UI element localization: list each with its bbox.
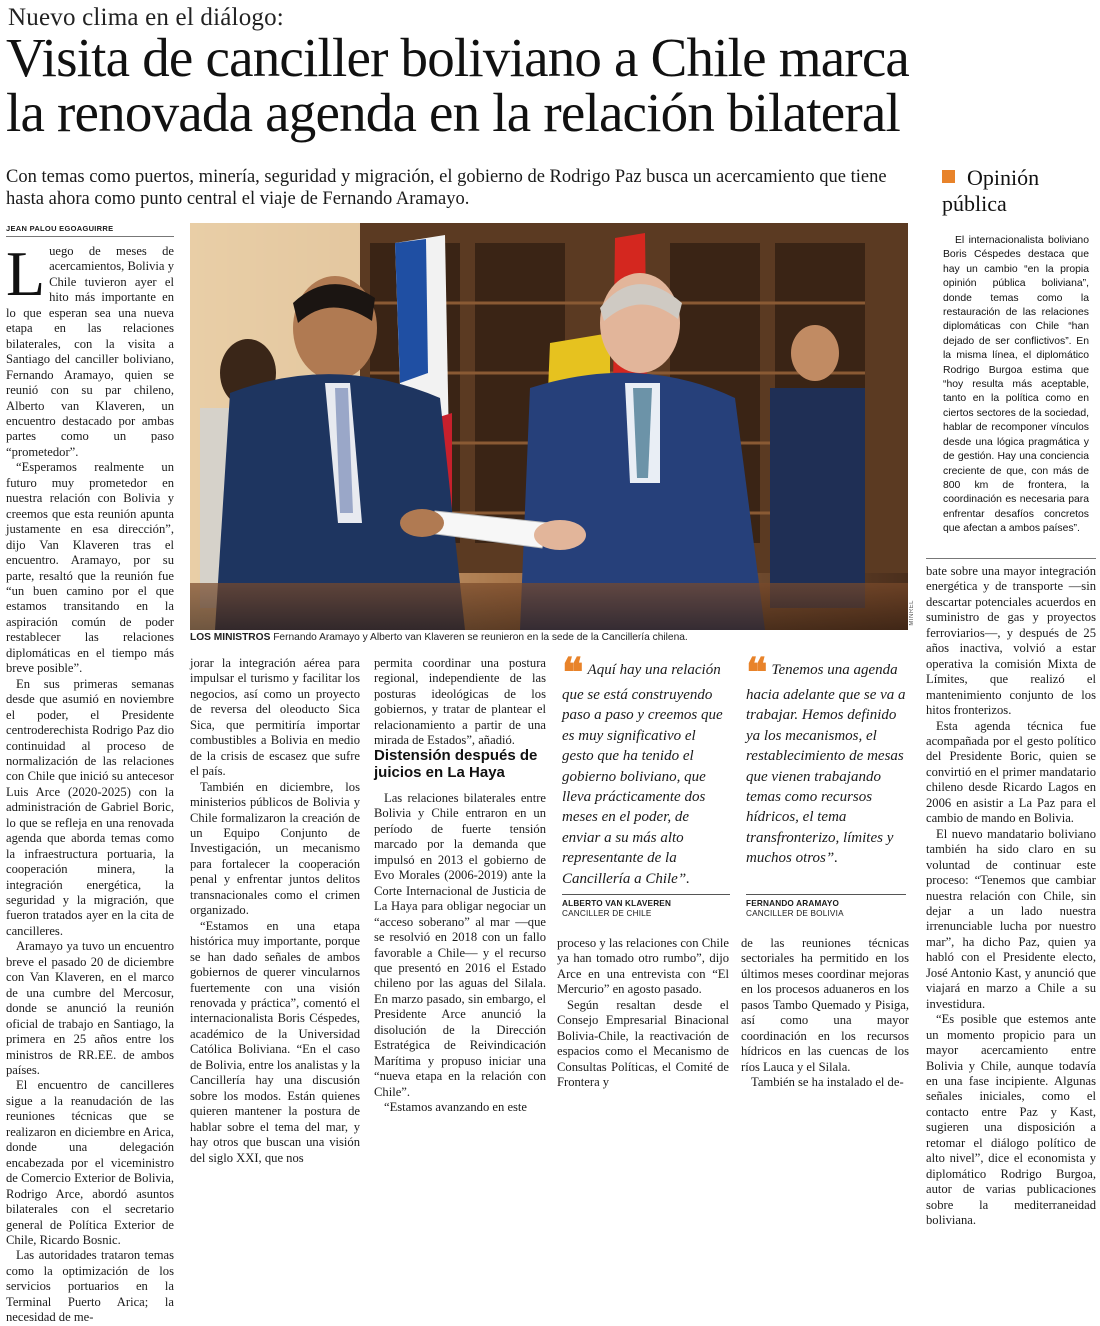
- photo-credit: MINREL: [909, 600, 915, 626]
- paragraph: Según resaltan desde el Consejo Empresarial Binacional Bolivia-Chile, la reactivación de espacios como el Mecanismo de Consultas Políticas, el Comité de Frontera y: [557, 997, 729, 1090]
- article-column-3-bottom: [374, 791, 546, 1115]
- headline-line-2: la renovada agenda en la relación bilateral: [6, 82, 900, 143]
- article-column-5: [741, 936, 909, 1090]
- caption-lead: LOS MINISTROS: [190, 632, 271, 643]
- paragraph: El internacionalista boliviano Boris Céspedes destaca que hay un cambio “en la propia opinión pública boliviana”, donde temas como la restauración de las relaciones diplomáticas con Chile “han dejado de ser conflictivos”. En la misma línea, el diplomático Rodrigo Burgoa estima que “hoy resulta más aceptable, tanto en la política como en ciertos sectores de la sociedad, hablar de recomponer vínculos desde una lógica pragmática y de gestión. Hay una conciencia creciente de que, con más de 800 km de frontera, la coordinación es necesaria para enfrentar desafíos concretos que afectan a ambos países”.: [943, 235, 1089, 535]
- paragraph: “Esperamos realmente un futuro muy prometedor en nuestra relación con Bolivia y creemos que esta reunión apunta justamente en esa dirección”, dijo Van Klaveren tras el encuentro. Aramayo, por su parte, resaltó que la reunión fue “un buen camino por el que estamos transitando en la aspiración común de poder restablecer las relaciones diplomáticas en el tiempo más breve posible”.: [6, 460, 174, 676]
- drop-cap: L: [6, 238, 46, 309]
- deck: Con temas como puertos, minería, seguridad y migración, el gobierno de Rodrigo Paz busca un acercamiento que tiene hasta ahora como punto central el viaje de Fernando Aramayo.: [6, 167, 887, 209]
- opinion-title-line-2: pública: [942, 191, 1007, 216]
- quote-attribution-1: [562, 899, 730, 919]
- paragraph: jorar la integración aérea para impulsar el turismo y facilitar los negocios, así como un proyecto de reversa del oleoducto Sica Sica, que permitiría importar combustibles a Bolivia en medio de la crisis de escasez que sufre el país.: [190, 656, 360, 779]
- paragraph: de las reuniones técnicas sectoriales ha permitido en los últimos meses coordinar mejoras en los procesos aduaneros en los pasos Tambo Quemado y Pisiga, así como una mayor coordinación en los recursos hídricos en las cuencas de los ríos Lauca y el Silala.: [741, 936, 909, 1074]
- photo-illustration: [190, 223, 908, 630]
- paragraph: Esta agenda técnica fue acompañada por el gesto político del Presidente Boric, quien se convirtió en el primer mandatario chileno desde Ricardo Lagos en 2006 en asistir a La Paz para el cambio de mando en Bolivia.: [926, 718, 1096, 826]
- paragraph: “Es posible que estemos ante un momento propicio para un mayor acercamiento entre Bolivia y Chile, aunque todavía en una fase incipiente. Algunas señales iniciales, como el contacto entre Paz y Kast, sugieren una disposición a retomar el diálogo político de alto nivel”, dice el economista y diplomático Rodrigo Burgoa, autor de varias publicaciones sobre la mediterraneidad boliviana.: [926, 1012, 1096, 1228]
- quote-mark-icon: ❝: [562, 649, 584, 696]
- paragraph: proceso y las relaciones con Chile ya han tomado otro rumbo”, dijo Arce en una entrevista con “El Mercurio” en agosto pasado.: [557, 936, 729, 997]
- paragraph: También en diciembre, los ministerios públicos de Bolivia y Chile formalizaron la creación de un Equipo Conjunto de Investigación, un mecanismo para fortalecer la cooperación penal y enfrentar juntos delitos transnacionales como el crimen organizado.: [190, 779, 360, 918]
- paragraph: Las autoridades trataron temas como la optimización de los servicios portuarios en la Terminal Puerto Arica; la necesidad de me-: [6, 1248, 174, 1325]
- paragraph: Luego de meses de acercamientos, Bolivia y Chile tuvieron ayer el hito más importante en lo que esperan sea una nueva etapa en las relaciones bilaterales, con la visita a Santiago del canciller boliviano, Fernando Aramayo, quien se reunió con su par chileno, Alberto van Klaveren, un encuentro destacado por ambas partes como un paso “prometedor”.: [6, 238, 174, 459]
- opinion-divider: [926, 558, 1096, 559]
- quote-role: CANCILLER DE CHILE: [562, 909, 652, 918]
- article-column-6: [926, 564, 1096, 1228]
- paragraph: El nuevo mandatario boliviano también ha sido claro en su voluntad de continuar este proceso: “Tenemos que cambiar nuestra relación con Chile, sin dejar a un lado nuestra irrenunciable lucha por nuestro mar”, ha dicho Paz, quien ya habló con el Presidente electo, José Antonio Kast, y anunció que viajará en marzo a Chile a su investidura.: [926, 826, 1096, 1011]
- paragraph: “Estamos avanzando en este: [384, 1100, 528, 1115]
- square-bullet-icon: [942, 170, 955, 183]
- opinion-title: [942, 165, 1039, 217]
- headline: [6, 27, 1096, 143]
- paragraph: bate sobre una mayor integración energética y de transporte —sin descartar potenciales acuerdos en suministro de gas y proyectos ferroviarios—, y después de 25 años inactiva, volvió a estar operativa la comisión Mixta de Límites, que realizó el mantenimiento conjunto de los hitos fronterizos.: [926, 564, 1096, 718]
- paragraph: “Estamos en una etapa histórica muy importante, porque se han dado señales de ambos gobiernos de querer vincularnos fuertemente con una visión renovada y práctica”, comentó el internacionalista Boris Céspedes, académico de la Universidad Católica Boliviana. “En el caso de Bolivia, entre los analistas y la Cancillería hay una discusión sobre los modos. Están quienes quieren mantener la postura de hablar sobre el tema del mar, y hay otros que buscan una visión del siglo XXI, que nos: [190, 918, 360, 1165]
- quote-role: CANCILLER DE BOLIVIA: [746, 909, 844, 918]
- article-column-1: [6, 238, 174, 1325]
- article-column-2: [190, 656, 360, 1165]
- headline-line-1: Visita de canciller boliviano a Chile marca: [6, 27, 910, 88]
- kicker: Nuevo clima en el diálogo:: [8, 4, 284, 31]
- paragraph: Las relaciones bilaterales entre Bolivia y Chile entraron en un período de fuerte tensión marcado por la demanda que impulsó en 2013 el gobierno de Evo Morales (2006-2019) ante la Corte Internacional de Justicia de La Haya para obligar negociar un “acceso soberano” al mar —que se resolvió en 2018 con un fallo favorable a Chile— y el recurso que presentó en 2016 el Estado chileno por las aguas del Silala. En marzo pasado, sin embargo, el Presidente Arce anunció la disolución de la Dirección Estratégica de Reivindicación Marítima y propuso iniciar una “nueva etapa en la relación con Chile”.: [374, 791, 546, 1099]
- quote-name: ALBERTO VAN KLAVEREN: [562, 899, 672, 908]
- pull-quote-1: [562, 649, 730, 889]
- photo-caption: [190, 631, 908, 644]
- paragraph: También se ha instalado el de-: [751, 1075, 904, 1090]
- quote-rule: [562, 894, 730, 895]
- paragraph: En sus primeras semanas desde que asumió en noviembre el poder, el Presidente centroderechista Rodrigo Paz dio continuidad al proceso de normalización de las relaciones con Chile que inició su antecesor Luis Arce (2020-2025) con la administración de Gabriel Boric, lo que se refleja en una renovada agenda que aborda temas como la infraestructura portuaria, la cooperación minera, la integración energética, la seguridad y la migración, que fueron tratados ayer en la cita de cancilleres.: [6, 676, 174, 938]
- quote-name: FERNANDO ARAMAYO: [746, 899, 840, 908]
- article-column-4: [557, 936, 729, 1090]
- byline: JEAN PALOU EGOAGUIRRE: [6, 224, 174, 237]
- quote-text: Aquí hay una relación que se está construyendo paso a paso y creemos que es muy significativo el gesto que ha tenido el gobierno boliviano, que lleva prácticamente dos meses en el poder, de enviar a su más alto representante de la Cancillería a Chile”.: [562, 662, 723, 887]
- article-column-3-top: [374, 656, 546, 748]
- paragraph: Aramayo ya tuvo un encuentro breve el pasado 20 de diciembre con Van Klaveren, en el marco de una cumbre del Mercosur, donde se anunció la reunión oficial de trabajo en Santiago, la primera en 25 años entre los ministros de RR.EE. de ambos países.: [6, 939, 174, 1078]
- quote-rule: [746, 894, 906, 895]
- quote-attribution-2: [746, 899, 906, 919]
- quote-text: Tenemos una agenda hacia adelante que se va a trabajar. Hemos definido ya los mecanismos, el restablecimiento de mesas que vienen trabajando temas como recursos hídricos, el tema transfronterizo, límites y muchos otros”.: [746, 662, 906, 867]
- opinion-title-line-1: Opinión: [967, 165, 1040, 190]
- section-subhead: Distensión después de juicios en La Haya: [374, 747, 538, 781]
- quote-mark-icon: ❝: [746, 649, 768, 696]
- pull-quote-2: [746, 649, 906, 869]
- paragraph: permita coordinar una postura regional, independiente de las posturas ideológicas de los gobiernos, y tratar de plantear el relacionamiento a partir de una mirada de Estados”, añadió.: [374, 656, 546, 748]
- news-photo: [190, 223, 908, 630]
- paragraph: El encuentro de cancilleres sigue a la reanudación de las reuniones técnicas que se realizaron en diciembre en Arica, donde una delegación encabezada por el viceministro de Comercio Exterior de Bolivia, Rodrigo Arce, abordó asuntos bilaterales con el secretario general de Política Exterior de Chile, Ricardo Bosnic.: [6, 1078, 174, 1247]
- opinion-body: [943, 234, 1089, 537]
- caption-text: Fernando Aramayo y Alberto van Klaveren se reunieron en la sede de la Cancillería chilena.: [270, 632, 688, 643]
